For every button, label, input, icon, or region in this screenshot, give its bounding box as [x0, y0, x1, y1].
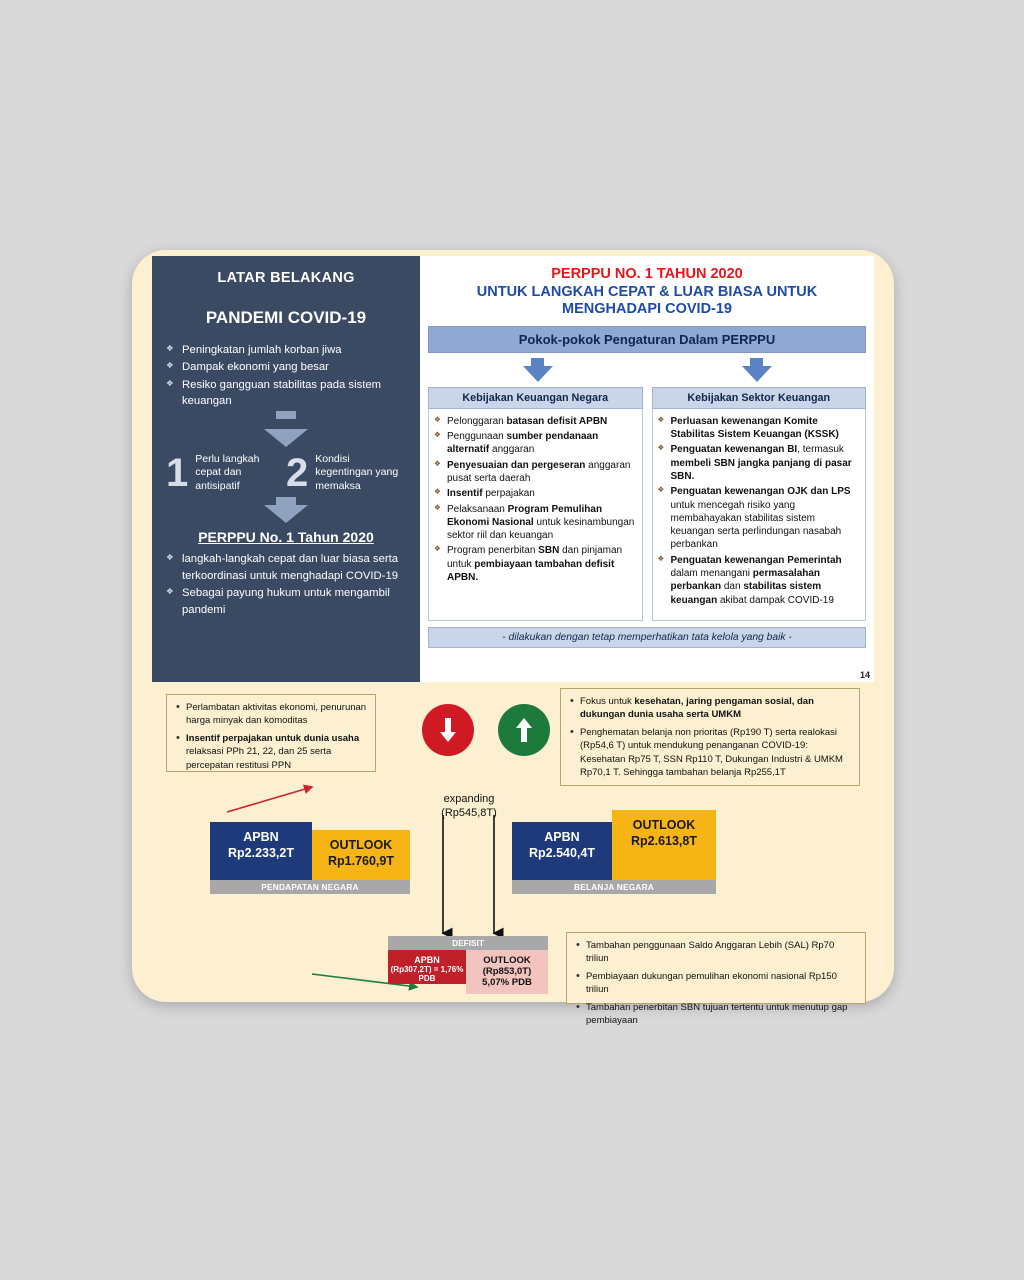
arrow-down-icon-left [523, 358, 553, 382]
bar-value-pdb: 5,07% PDB [482, 977, 532, 988]
list-item: ❖ Pelonggaran batasan defisit APBN [434, 415, 636, 428]
kondisi-number: 1 [166, 450, 189, 495]
column-header: Kebijakan Sektor Keuangan [652, 387, 867, 409]
belanja-caption: BELANJA NEGARA [512, 880, 716, 894]
list-item: ❖ langkah-langkah cepat dan luar biasa serta terkoordinasi untuk menghadapi COVID-19 [166, 551, 406, 584]
bar-label: OUTLOOK [632, 818, 696, 832]
list-item: ❖ Penguatan kewenangan Pemerintah dalam menangani permasalahan perbankan dan stabilitas sistem keuangan akibat dampak COVID-19 [658, 554, 860, 607]
list-item: ❖ Dampak ekonomi yang besar [166, 359, 406, 375]
pandemi-subtitle: PANDEMI COVID-19 [205, 308, 367, 327]
belanja-apbn-bar [512, 822, 612, 880]
budget-infographic [132, 682, 894, 1027]
arrow-down-icon-2 [166, 497, 406, 523]
list-item: • Perlambatan aktivitas ekonomi, penurunan harga minyak dan komoditas [175, 701, 367, 728]
list-item: • Insentif perpajakan untuk dunia usaha relaksasi PPh 21, 22, dan 25 serta percepatan restitusi PPN [175, 732, 367, 772]
column-list [652, 409, 867, 621]
bar-value: Rp2.540,4T [528, 846, 595, 860]
list-item: ❖ Insentif perpajakan [434, 487, 636, 500]
slide-perppu [152, 256, 874, 682]
kondisi-text: Kondisi kegentingan yang memaksa [315, 452, 399, 492]
pendapatan-outlook-bar [312, 830, 410, 880]
defisit-outlook-bar [466, 950, 548, 994]
kondisi-text: Perlu langkah cepat dan antisipatif [195, 452, 260, 492]
perppu-heading: PERPPU No. 1 Tahun 2020 [198, 529, 374, 546]
slide-right-panel [420, 256, 874, 682]
pendapatan-negara-group [210, 822, 410, 894]
bar-value: (Rp853,0T) [482, 966, 532, 977]
bar-label: OUTLOOK [329, 838, 393, 852]
list-item: • Pembiayaan dukungan pemulihan ekonomi nasional Rp150 triliun [575, 970, 857, 997]
infographic-card [132, 250, 894, 1027]
page-number: 14 [859, 670, 870, 680]
list-item: • Tambahan penggunaan Saldo Anggaran Lebih (SAL) Rp70 triliun [575, 939, 857, 966]
list-item: • Fokus untuk kesehatan, jaring pengaman sosial, dan dukungan dunia usaha serta UMKM [569, 695, 851, 722]
defisit-caption: DEFISIT [388, 936, 548, 950]
arrow-down-icon-right [742, 358, 772, 382]
slide-left-panel [152, 256, 420, 682]
list-item: ❖ Penyesuaian dan pergeseran anggaran pusat serta daerah [434, 459, 636, 486]
defisit-group [388, 936, 548, 994]
list-item: • Tambahan penerbitan SBN tujuan tertentu untuk menutup gap pembiayaan [575, 1001, 857, 1028]
pembiayaan-notes-box [566, 932, 866, 1027]
list-item: ❖ Penguatan kewenangan BI, termasuk membeli SBN jangka panjang di pasar SBN. [658, 443, 860, 483]
perppu-bullets [166, 551, 406, 618]
list-item: ❖ Resiko gangguan stabilitas pada sistem keuangan [166, 377, 406, 410]
kondisi-number: 2 [286, 450, 309, 495]
bar-value: Rp2.233,2T [227, 846, 294, 860]
bar-label: OUTLOOK [483, 955, 531, 966]
list-item: ❖ Pelaksanaan Program Pemulihan Ekonomi Nasional untuk kesinambungan sektor riil dan keuangan [434, 503, 636, 543]
bar-value: (Rp307,2T) = 1,76% PDB [390, 965, 464, 983]
arrow-down-red-icon [422, 704, 474, 756]
perppu-title-red: PERPPU NO. 1 TAHUN 2020 [551, 266, 743, 282]
kondisi-item-2 [286, 450, 406, 495]
policy-columns [428, 387, 866, 621]
list-item: ❖ Sebagai payung hukum untuk mengambil pandemi [166, 585, 406, 618]
list-item: ❖ Perluasan kewenangan Komite Stabilitas Sistem Keuangan (KSSK) [658, 415, 860, 442]
column-list [428, 409, 643, 621]
bar-label: APBN [544, 830, 580, 844]
expanding-label [414, 792, 524, 821]
expanding-line-1: expanding [443, 793, 495, 805]
arrow-down-icon [166, 411, 406, 447]
kondisi-item-1 [166, 450, 286, 495]
perppu-title-blue: UNTUK LANGKAH CEPAT & LUAR BIASA UNTUK MENGHADAPI COVID-19 [476, 284, 818, 318]
column-sektor-keuangan [652, 387, 867, 621]
tata-kelola-note: - dilakukan dengan tetap memperhatikan tata kelola yang baik - [428, 627, 866, 648]
list-item: • Penghematan belanja non prioritas (Rp190 T) serta realokasi (Rp54,6 T) untuk mendukung penanganan COVID-19: Kesehatan Rp75 T, SSN Rp110 T, Dukungan Industri & UMKM Rp70,1 T. Sehingga tambahan belanja Rp255,1T [569, 726, 851, 780]
belanja-negara-group [512, 810, 716, 894]
column-header: Kebijakan Keuangan Negara [428, 387, 643, 409]
pendapatan-caption: PENDAPATAN NEGARA [210, 880, 410, 894]
pendapatan-apbn-bar [210, 822, 312, 880]
latar-belakang-bullets [166, 342, 406, 410]
list-item: ❖ Program penerbitan SBN dan pinjaman untuk pembiayaan tambahan defisit APBN. [434, 544, 636, 584]
bar-label: APBN [414, 955, 440, 965]
defisit-apbn-bar [388, 950, 466, 984]
right-notes-box [560, 688, 860, 786]
bar-value: Rp2.613,8T [630, 834, 697, 848]
belanja-outlook-bar [612, 810, 716, 880]
expanding-line-2: (Rp545,8T) [441, 807, 497, 820]
list-item: ❖ Peningkatan jumlah korban jiwa [166, 342, 406, 358]
left-notes-box [166, 694, 376, 772]
column-keuangan-negara [428, 387, 643, 621]
list-item: ❖ Penguatan kewenangan OJK dan LPS untuk mencegah risiko yang membahayakan stabilitas sistem keuangan serta perlindungan nasabah perbankan [658, 485, 860, 551]
bar-value: Rp1.760,9T [327, 854, 394, 868]
bar-label: APBN [243, 830, 279, 844]
latar-belakang-title: LATAR BELAKANG [217, 270, 355, 286]
kondisi-items [166, 450, 406, 495]
list-item: ❖ Penggunaan sumber pendanaan alternatif anggaran [434, 430, 636, 457]
band-arrows [428, 358, 866, 382]
arrow-up-green-icon [498, 704, 550, 756]
pokok-pokok-band: Pokok-pokok Pengaturan Dalam PERPPU [428, 326, 866, 353]
